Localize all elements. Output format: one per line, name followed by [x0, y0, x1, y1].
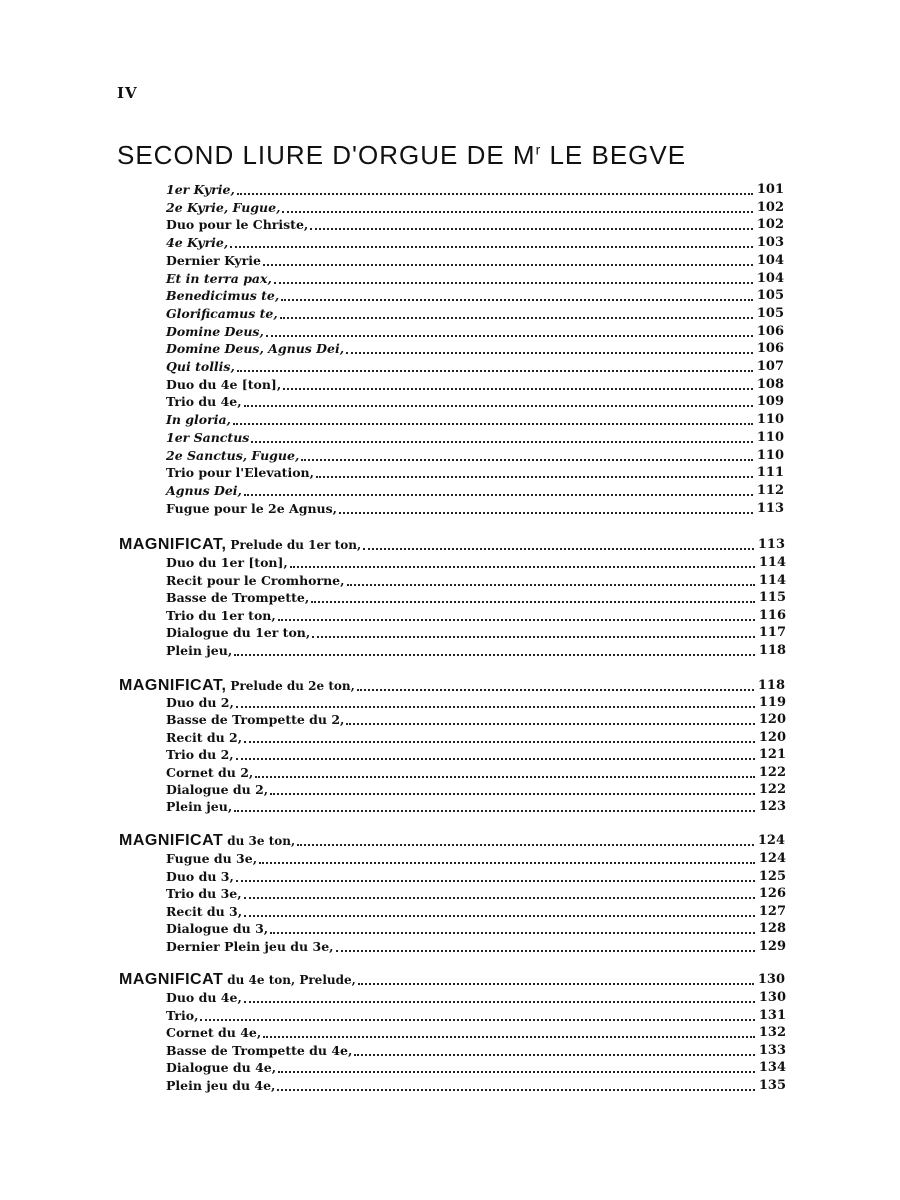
- toc-entry: [166, 553, 786, 570]
- page-ref: 119: [758, 695, 786, 710]
- section-heading: [119, 970, 785, 987]
- dot-leader: [244, 1000, 755, 1003]
- page-ref: 110: [756, 429, 784, 445]
- toc-entry: [166, 499, 784, 516]
- page-ref: 113: [756, 500, 784, 516]
- page-ref: 114: [758, 572, 786, 588]
- entry-label: 1er Sanctus: [166, 429, 250, 445]
- entry-label: Dernier Kyrie: [166, 252, 261, 268]
- page-ref: 118: [757, 678, 785, 693]
- dot-leader: [236, 757, 755, 760]
- toc-entry: [166, 463, 784, 480]
- title-tail: LE BEGVE: [541, 140, 687, 170]
- toc-entry: [166, 884, 786, 901]
- toc-entry: [166, 588, 786, 605]
- dot-leader: [277, 1088, 754, 1091]
- entry-label: Recit pour le Cromhorne,: [166, 572, 345, 588]
- page-ref: 117: [758, 625, 786, 641]
- page-ref: 122: [758, 782, 786, 797]
- dot-leader: [236, 705, 755, 708]
- toc-entry: [166, 641, 786, 658]
- entry-label: Dialogue du 3,: [166, 921, 269, 937]
- dot-leader: [310, 227, 753, 230]
- dot-leader: [274, 281, 753, 284]
- heading-title: MAGNIFICAT,: [119, 536, 227, 553]
- dot-leader: [336, 949, 755, 952]
- page-ref: 120: [758, 729, 786, 745]
- toc-entry: [166, 728, 786, 745]
- entry-label: 1er Kyrie,: [166, 182, 235, 197]
- dot-leader: [266, 334, 753, 337]
- entry-label: Duo du 1er [ton],: [166, 555, 288, 570]
- entry-label: Trio du 4e,: [166, 394, 242, 410]
- dot-leader: [339, 511, 753, 514]
- page-ref: 102: [756, 199, 784, 215]
- toc-entry: [166, 375, 784, 392]
- page-ref: 130: [758, 990, 786, 1005]
- entry-label: Recit du 3,: [166, 903, 243, 919]
- page-ref: 122: [758, 764, 786, 780]
- entry-label: 2e Sanctus, Fugue,: [166, 447, 300, 463]
- page-ref: 132: [758, 1025, 786, 1040]
- entry-label: Glorificamus te,: [166, 305, 278, 321]
- page-ref: 107: [756, 359, 784, 374]
- page-ref: 130: [757, 972, 785, 987]
- entry-label: Plein jeu du 4e,: [166, 1077, 276, 1093]
- dot-leader: [237, 369, 753, 372]
- dot-leader: [316, 475, 753, 478]
- entry-label: Et in terra pax,: [166, 270, 272, 286]
- toc-entry: [166, 428, 784, 445]
- page-ref: 124: [757, 833, 785, 848]
- page-ref: 127: [758, 903, 786, 919]
- page-ref: 106: [756, 341, 784, 357]
- toc-entry: [166, 392, 784, 409]
- page-ref: 124: [758, 851, 786, 866]
- page-ref: 114: [758, 555, 786, 570]
- dot-leader: [301, 458, 753, 461]
- entry-label: Trio du 3e,: [166, 886, 242, 902]
- dot-leader: [244, 914, 755, 917]
- toc-entry: [166, 357, 784, 374]
- dot-leader: [251, 440, 753, 443]
- toc-entry: [166, 1041, 786, 1058]
- page-ref: 134: [758, 1060, 786, 1075]
- entry-label: Dialogue du 2,: [166, 782, 269, 797]
- page-ref: 129: [758, 939, 786, 954]
- toc-entry: [166, 780, 786, 797]
- page-ref: 116: [758, 607, 786, 623]
- dot-leader: [346, 351, 753, 354]
- entry-label: Basse de Trompette du 4e,: [166, 1042, 353, 1058]
- page-ref: 104: [756, 270, 784, 286]
- dot-leader: [346, 722, 754, 725]
- dot-leader: [278, 618, 755, 621]
- heading-subtitle: Prelude du 1er ton,: [230, 538, 362, 552]
- dot-leader: [237, 192, 753, 195]
- dot-leader: [255, 775, 755, 778]
- heading-label: [119, 538, 361, 552]
- dot-leader: [278, 1070, 755, 1073]
- dot-leader: [263, 263, 753, 266]
- dot-leader: [263, 1035, 755, 1038]
- toc-entry: [166, 481, 784, 498]
- dot-leader: [363, 547, 754, 550]
- heading-label: [119, 679, 355, 693]
- dot-leader: [311, 600, 755, 603]
- toc-entry: [166, 1058, 786, 1075]
- toc-entry: [166, 571, 786, 588]
- toc-entry: [166, 919, 786, 936]
- entry-label: Domine Deus, Agnus Dei,: [166, 341, 345, 357]
- toc-entry: [166, 446, 784, 463]
- toc-entry: [166, 797, 786, 814]
- title-main: SECOND LIURE D'ORGUE DE M: [117, 140, 536, 170]
- page-ref: 120: [758, 712, 786, 728]
- dot-leader: [281, 298, 753, 301]
- dot-leader: [270, 931, 755, 934]
- entry-label: Cornet du 4e,: [166, 1025, 262, 1040]
- dot-leader: [354, 1053, 755, 1056]
- entry-label: Agnus Dei,: [166, 482, 242, 498]
- toc-entry: [166, 693, 786, 710]
- page-ref: 111: [756, 465, 784, 481]
- section-heading: [119, 676, 785, 693]
- heading-title: MAGNIFICAT: [119, 971, 224, 988]
- page-ref: 106: [756, 323, 784, 339]
- page-ref: 103: [756, 235, 784, 251]
- dot-leader: [290, 565, 755, 568]
- page-ref: 108: [756, 376, 784, 392]
- toc-entry: [166, 304, 784, 321]
- dot-leader: [236, 879, 755, 882]
- dot-leader: [234, 653, 755, 656]
- page-ref: 110: [756, 412, 784, 428]
- toc-entry: [166, 745, 786, 762]
- dot-leader: [234, 809, 755, 812]
- entry-label: Dialogue du 1er ton,: [166, 625, 311, 641]
- heading-label: [119, 834, 295, 848]
- page-ref: 135: [758, 1077, 786, 1093]
- page-ref: 113: [757, 537, 785, 552]
- heading-label: [119, 973, 356, 987]
- page-ref: 121: [758, 747, 786, 763]
- page-ref: 128: [758, 921, 786, 937]
- toc-entry: [166, 215, 784, 232]
- page-number: IV: [117, 84, 138, 102]
- dot-leader: [347, 583, 755, 586]
- toc-entry: [166, 849, 786, 866]
- toc-entry: [166, 322, 784, 339]
- page-ref: 115: [758, 590, 786, 606]
- entry-label: In gloria,: [166, 412, 231, 428]
- page-ref: 102: [756, 217, 784, 233]
- dot-leader: [230, 245, 753, 248]
- toc-entry: [166, 937, 786, 954]
- toc-entry: [166, 233, 784, 250]
- page-ref: 133: [758, 1042, 786, 1058]
- page-ref: 112: [756, 482, 784, 498]
- heading-subtitle: Prelude du 2e ton,: [230, 679, 355, 693]
- entry-label: Trio,: [166, 1007, 199, 1023]
- entry-label: Qui tollis,: [166, 359, 235, 374]
- toc-entry: [166, 269, 784, 286]
- dot-leader: [244, 493, 753, 496]
- heading-subtitle: du 3e ton,: [227, 834, 296, 848]
- entry-label: Trio du 1er ton,: [166, 607, 276, 623]
- toc-entry: [166, 1023, 786, 1040]
- entry-label: Basse de Trompette,: [166, 590, 310, 606]
- entry-label: Recit du 2,: [166, 729, 243, 745]
- toc-entry: [166, 286, 784, 303]
- entry-label: Duo du 4e [ton],: [166, 376, 282, 392]
- toc-entry: [166, 902, 786, 919]
- dot-leader: [297, 843, 754, 846]
- toc-entry: [166, 623, 786, 640]
- entry-label: Dernier Plein jeu du 3e,: [166, 939, 334, 954]
- dot-leader: [259, 861, 755, 864]
- dot-leader: [358, 982, 754, 985]
- toc-entry: [166, 606, 786, 623]
- toc-entry: [166, 1006, 786, 1023]
- entry-label: Duo pour le Christe,: [166, 217, 309, 233]
- entry-label: Trio du 2,: [166, 747, 234, 763]
- toc-entry: [166, 1076, 786, 1093]
- entry-label: Duo du 2,: [166, 695, 234, 710]
- entry-label: Fugue du 3e,: [166, 851, 258, 866]
- dot-leader: [283, 387, 753, 390]
- page-ref: 101: [756, 182, 784, 197]
- entry-label: Duo du 4e,: [166, 990, 242, 1005]
- dot-leader: [233, 422, 753, 425]
- page-ref: 110: [756, 447, 784, 463]
- dot-leader: [244, 740, 755, 743]
- title-superscript: r: [535, 141, 542, 158]
- toc-entry: [166, 710, 786, 727]
- entry-label: 4e Kyrie,: [166, 235, 229, 251]
- page-ref: 105: [756, 305, 784, 321]
- toc-entry: [166, 251, 784, 268]
- dot-leader: [244, 896, 755, 899]
- dot-leader: [280, 316, 753, 319]
- entry-label: Basse de Trompette du 2,: [166, 712, 345, 728]
- toc-entry: [166, 339, 784, 356]
- entry-label: Fugue pour le 2e Agnus,: [166, 500, 338, 516]
- section-heading: [119, 831, 785, 848]
- heading-title: MAGNIFICAT,: [119, 677, 227, 694]
- page-ref: 104: [756, 252, 784, 268]
- section-heading: [119, 535, 785, 552]
- toc-entry: [166, 988, 786, 1005]
- page-ref: 125: [758, 868, 786, 884]
- toc-entry: [166, 180, 784, 197]
- entry-label: Plein jeu,: [166, 643, 233, 658]
- page-ref: 105: [756, 288, 784, 304]
- dot-leader: [244, 404, 753, 407]
- page-ref: 123: [758, 799, 786, 815]
- entry-label: Duo du 3,: [166, 868, 234, 884]
- entry-label: Benedicimus te,: [166, 288, 280, 304]
- page-ref: 118: [758, 643, 786, 658]
- toc-entry: [166, 763, 786, 780]
- page-ref: 109: [756, 394, 784, 410]
- toc-entry: [166, 410, 784, 427]
- entry-label: Dialogue du 4e,: [166, 1060, 277, 1075]
- page-ref: 131: [758, 1007, 786, 1023]
- heading-subtitle: du 4e ton, Prelude,: [227, 973, 356, 987]
- entry-label: Domine Deus,: [166, 323, 264, 339]
- dot-leader: [270, 792, 755, 795]
- entry-label: Trio pour l'Elevation,: [166, 465, 314, 481]
- entry-label: 2e Kyrie, Fugue,: [166, 199, 281, 215]
- heading-title: MAGNIFICAT: [119, 832, 224, 849]
- dot-leader: [200, 1018, 754, 1021]
- dot-leader: [312, 635, 755, 638]
- dot-leader: [357, 688, 754, 691]
- toc-entry: [166, 867, 786, 884]
- toc-entry: [166, 198, 784, 215]
- entry-label: Cornet du 2,: [166, 764, 254, 780]
- page-ref: 126: [758, 886, 786, 902]
- dot-leader: [282, 210, 752, 213]
- entry-label: Plein jeu,: [166, 799, 233, 815]
